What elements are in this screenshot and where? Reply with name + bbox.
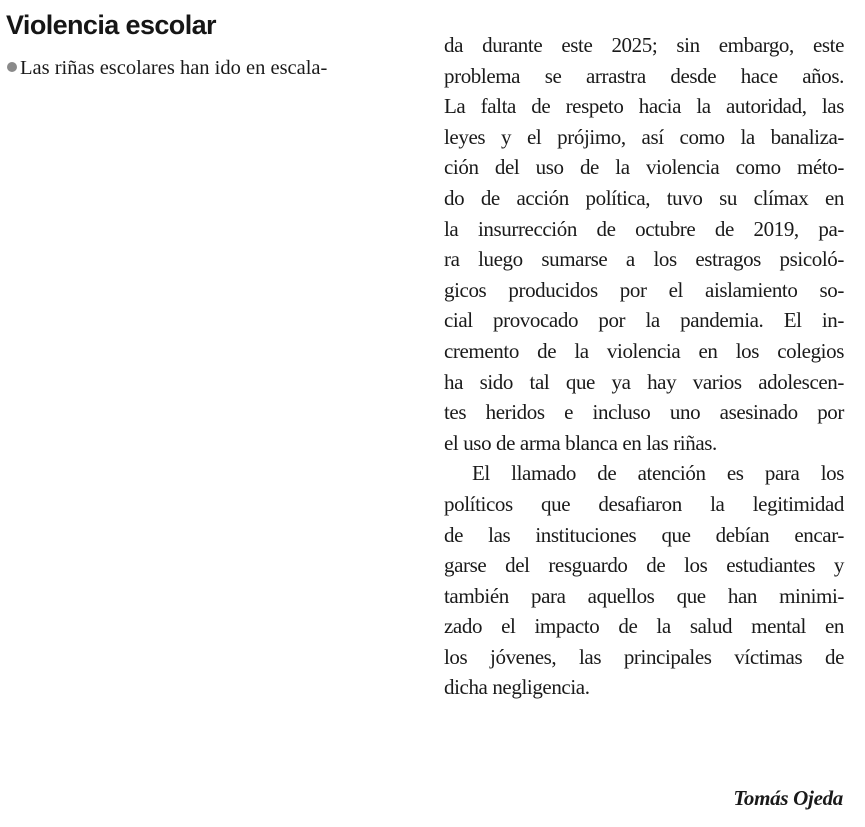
text-line: de las instituciones que debían encar- — [444, 522, 844, 547]
left-column — [6, 8, 426, 82]
text-line: ha sido tal que ya hay varios adolescen- — [444, 369, 844, 394]
text-line: da durante este 2025; sin embargo, este — [444, 33, 844, 57]
text-line: leyes y el prójimo, así como la banaliza- — [444, 124, 844, 149]
text-line: cial provocado por la pandemia. El in- — [444, 308, 844, 333]
paragraph-2 — [444, 458, 844, 703]
paragraph-1 — [444, 30, 844, 458]
bullet-dot-icon — [7, 62, 17, 72]
text-line: zado el impacto de la salud mental en — [444, 614, 844, 639]
text-line: gicos producidos por el aislamiento so- — [444, 277, 844, 302]
text-line: el uso de arma blanca en las riñas. — [444, 430, 717, 455]
text-line: dicha negligencia. — [444, 675, 590, 700]
lead-text: Las riñas escolares han ido en escala- — [20, 57, 328, 79]
author-signature: Tomás Ojeda — [733, 786, 843, 810]
text-line: también para aquellos que han minimi- — [444, 583, 844, 608]
text-line: problema se arrastra desde hace años. — [444, 63, 844, 88]
text-line: do de acción política, tuvo su clímax en — [444, 185, 844, 210]
lead-paragraph — [6, 54, 426, 82]
right-column — [444, 30, 844, 703]
article-headline: Violencia escolar — [6, 10, 216, 40]
text-line: los jóvenes, las principales víctimas de — [444, 644, 844, 669]
text-line: La falta de respeto hacia la autoridad, las — [444, 94, 844, 119]
text-line: políticos que desafiaron la legitimidad — [444, 491, 844, 516]
text-line: El llamado de atención es para los — [472, 461, 844, 486]
text-line: ra luego sumarse a los estragos psicoló- — [444, 247, 844, 272]
text-line: tes heridos e incluso uno asesinado por — [444, 400, 844, 425]
text-line: ción del uso de la violencia como méto- — [444, 155, 844, 180]
text-line: cremento de la violencia en los colegios — [444, 338, 844, 363]
text-line: garse del resguardo de los estudiantes y — [444, 553, 844, 578]
text-line: la insurrección de octubre de 2019, pa- — [444, 216, 844, 241]
